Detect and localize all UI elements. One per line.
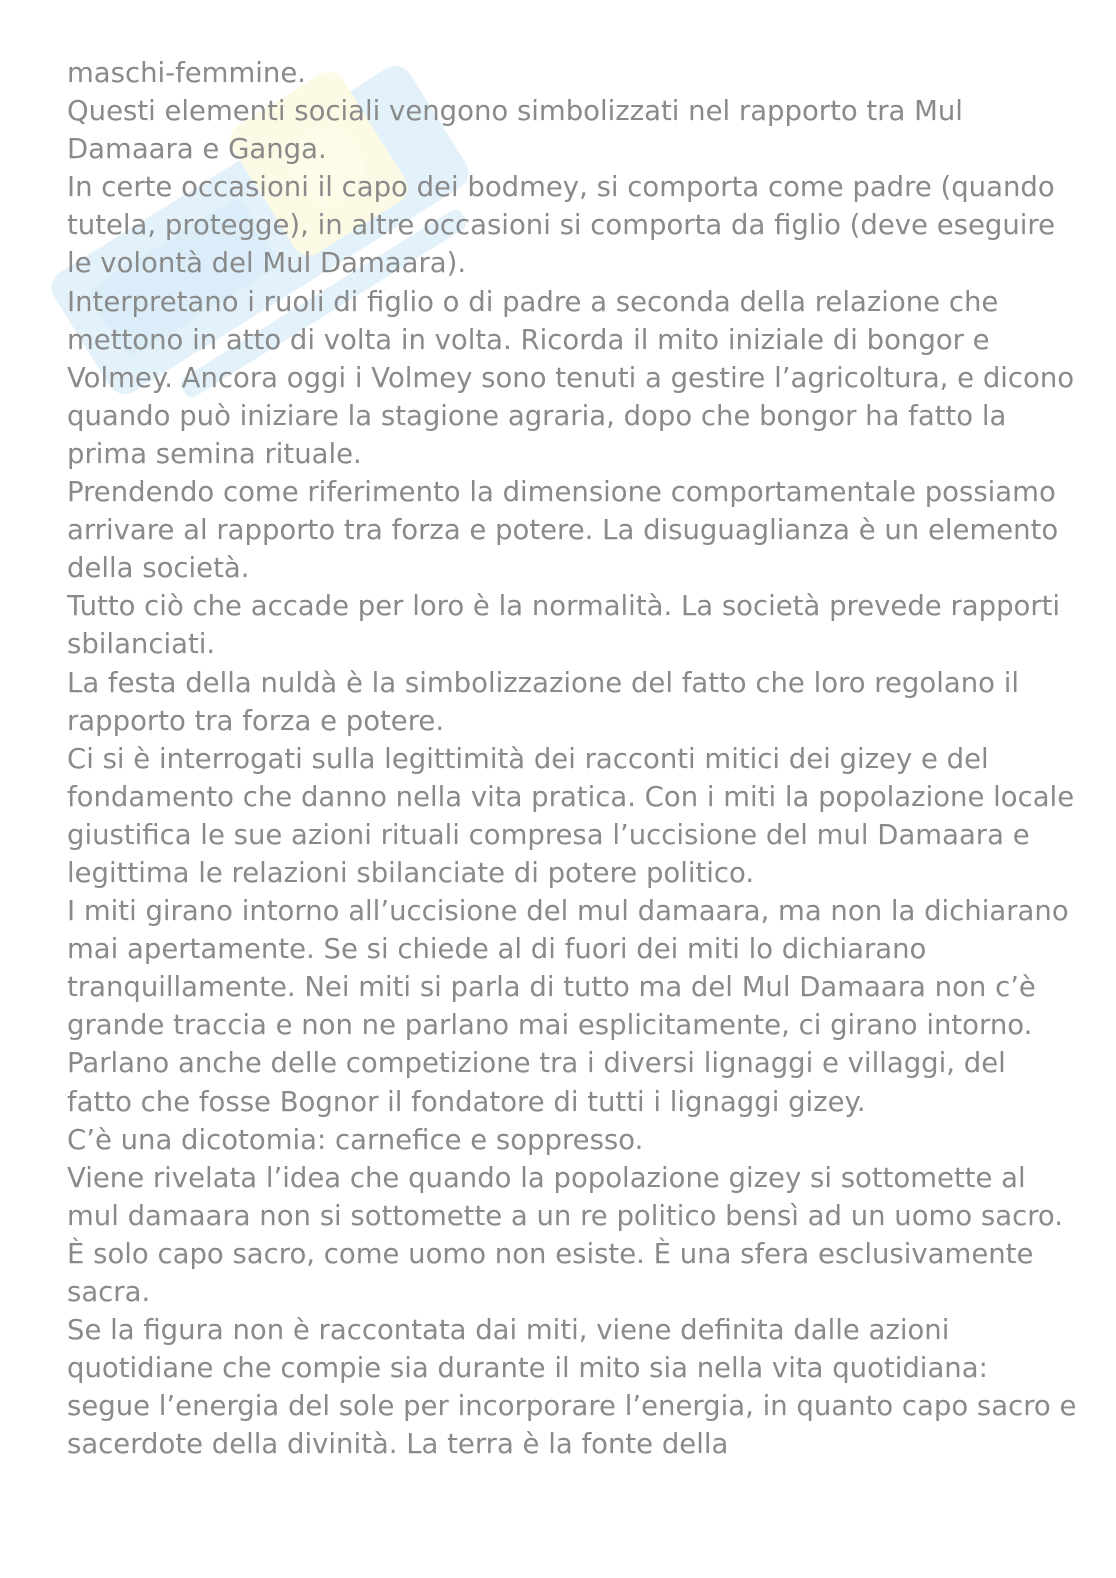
paragraph: Tutto ciò che accade per loro è la normalità. La società prevede rapporti sbilanciati. [67, 590, 1061, 661]
paragraph: Interpretano i ruoli di figlio o di padre a seconda della relazione che mettono in atto di volta in volta. Ricorda il mito iniziale di bongor e Volmey. Ancora oggi i Volmey sono tenuti a gestire l’agricoltura, e dicono quando può iniziare la stagione agraria, dopo che bongor ha fatto la prima semina rituale. [67, 285, 1075, 470]
paragraph: La festa della nuldà è la simbolizzazione del fatto che loro regolano il rapporto tra forza e potere. [67, 666, 1019, 737]
paragraph: Ci si è interrogati sulla legittimità dei racconti mitici dei gizey e del fondamento che danno nella vita pratica. Con i miti la popolazione locale giustifica le sue azioni rituali compresa l’uccisione del mul Damaara e legittima le relazioni sbilanciate di potere politico. [67, 742, 1075, 889]
paragraph: Questi elementi sociali vengono simbolizzati nel rapporto tra Mul Damaara e Ganga. [67, 95, 963, 166]
paragraph: Prendendo come riferimento la dimensione comportamentale possiamo arrivare al rapporto tra forza e potere. La disuguaglianza è un elemento della società. [67, 476, 1059, 585]
paragraph: I miti girano intorno all’uccisione del mul damaara, ma non la dichiarano mai apertamente. Se si chiede al di fuori dei miti lo dichiarano tranquillamente. Nei miti si parla di tutto ma del Mul Damaara non c’è grande traccia e non ne parlano mai esplicitamente, ci girano intorno. [67, 895, 1069, 1042]
document-text [67, 54, 1077, 1463]
paragraph: Se la figura non è raccontata dai miti, viene definita dalle azioni quotidiane che compie sia durante il mito sia nella vita quotidiana: segue l’energia del sole per incorporare l’energia, in quanto capo sacro e sacerdote della divinità. La terra è la fonte della [67, 1314, 1077, 1461]
paragraph: In certe occasioni il capo dei bodmey, si comporta come padre (quando tutela, protegge), in altre occasioni si comporta da figlio (deve eseguire le volontà del Mul Damaara). [67, 171, 1056, 280]
paragraph: maschi-femmine. [67, 57, 306, 89]
paragraph: Viene rivelata l’idea che quando la popolazione gizey si sottomette al mul damaara non si sottomette a un re politico bensì ad un uomo sacro. È solo capo sacro, come uomo non esiste. È una sfera esclusivamente sacra. [67, 1161, 1063, 1308]
paragraph: Parlano anche delle competizione tra i diversi lignaggi e villaggi, del fatto che fosse Bognor il fondatore di tutti i lignaggi gizey. [67, 1047, 1006, 1118]
paragraph: C’è una dicotomia: carnefice e soppresso. [67, 1123, 644, 1156]
